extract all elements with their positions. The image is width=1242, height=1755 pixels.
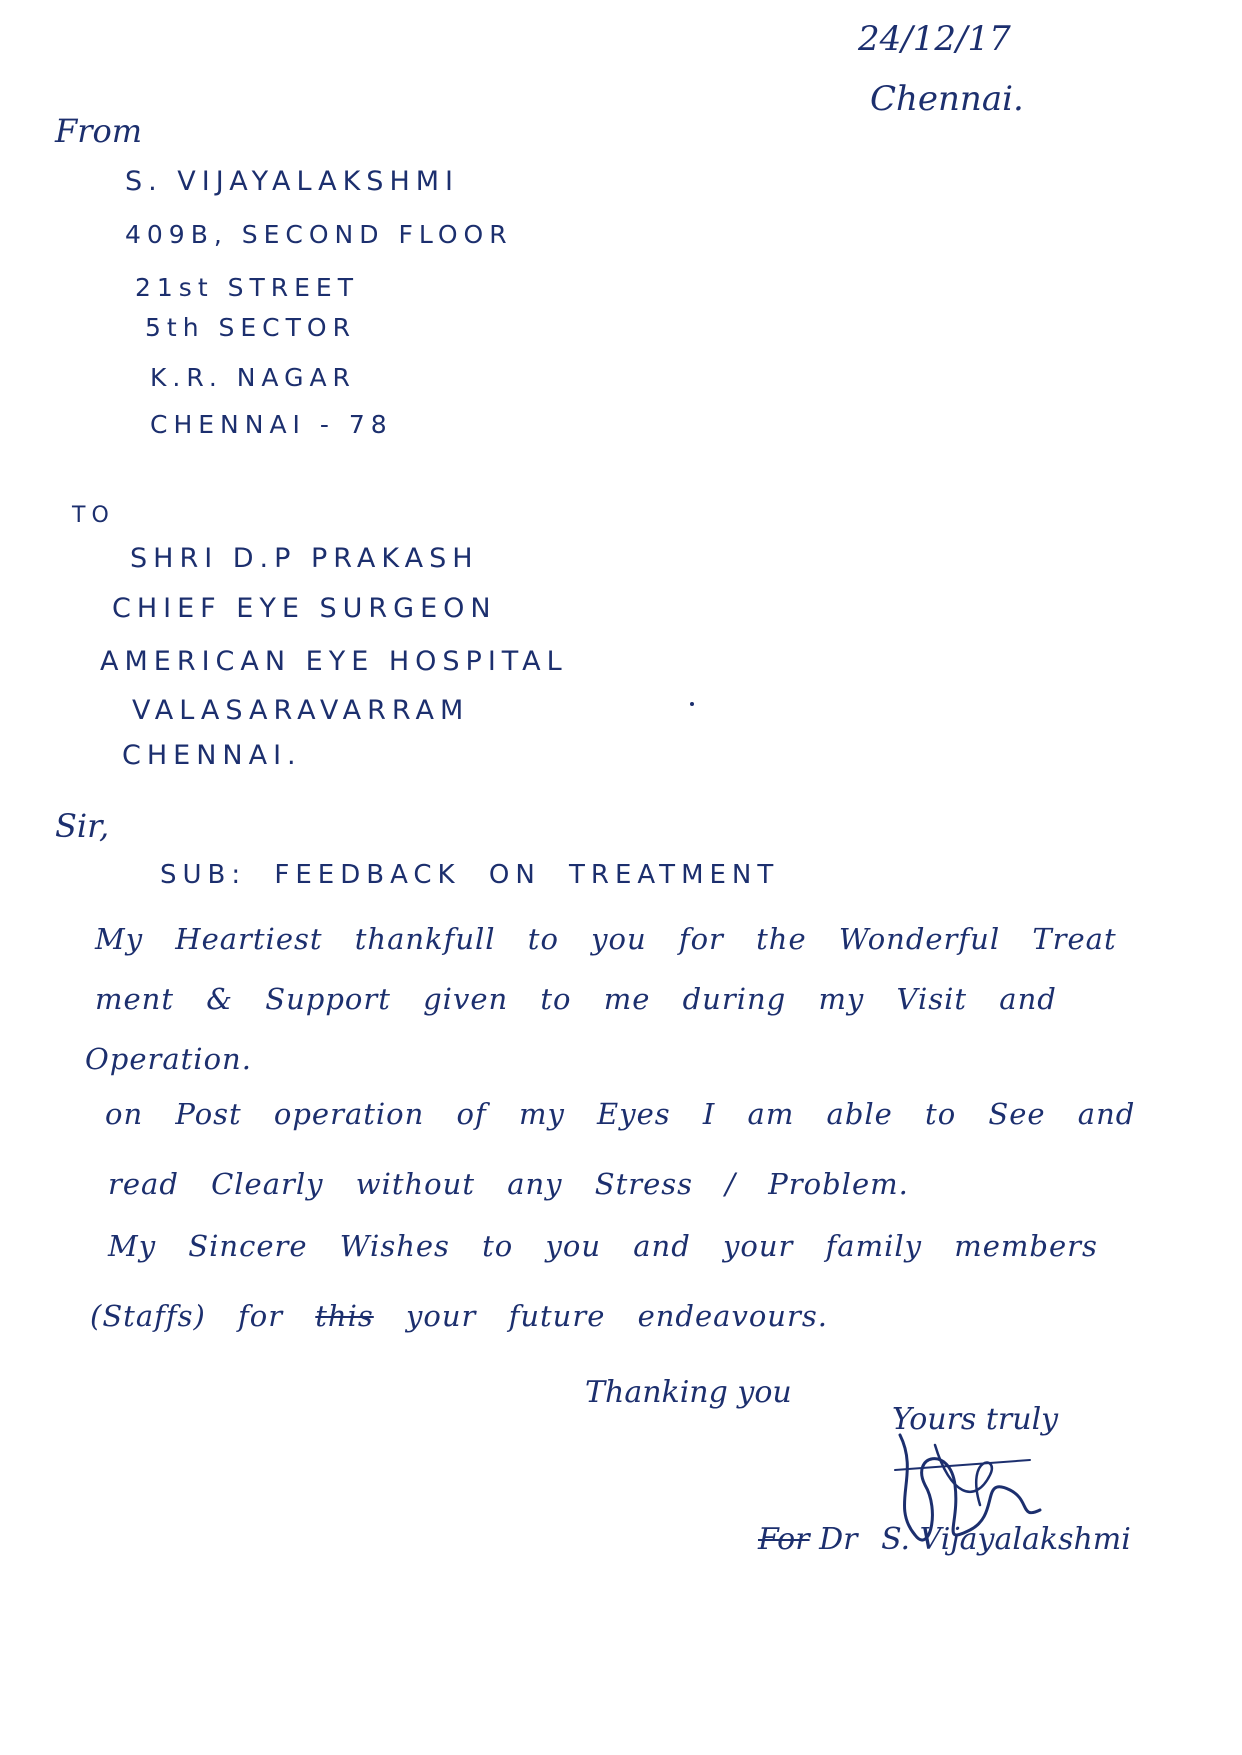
thanking-you: Thanking you [585,1375,792,1410]
signed-name: S. Vijayalakshmi [881,1522,1131,1557]
recipient-city: CHENNAI. [122,740,302,771]
body-line-1: My Heartiest thankfull to you for the Wonderful Treat [95,922,1117,956]
body-line-4: on Post operation of my Eyes I am able to See and [105,1097,1136,1131]
sign-prefix: Dr [819,1522,858,1557]
letter-place: Chennai. [870,79,1024,119]
struck-prefix: For [758,1522,810,1557]
signed-name-line [758,1522,1131,1557]
body-line-6: My Sincere Wishes to you and your family members [108,1229,1098,1263]
recipient-title: CHIEF EYE SURGEON [112,593,497,624]
body-line-2: ment & Support given to me during my Visit and [95,982,1057,1016]
body-line-7-start: (Staffs) for [90,1299,284,1333]
body-line-5: read Clearly without any Stress / Problem. [108,1167,909,1201]
sender-address-line-4: K.R. NAGAR [150,363,356,392]
body-line-3: Operation. [85,1042,252,1076]
struck-word: this [315,1299,374,1333]
sender-address-line-1: 409B, SECOND FLOOR [125,220,513,249]
to-label: TO [72,503,115,528]
stray-dot [690,702,694,706]
sender-address-line-3: 5th SECTOR [145,313,356,342]
salutation: Sir, [55,807,110,845]
from-label: From [55,112,143,150]
sender-address-line-5: CHENNAI - 78 [150,410,393,439]
sender-address-line-2: 21st STREET [135,273,359,302]
recipient-name: SHRI D.P PRAKASH [130,543,479,574]
recipient-hospital: AMERICAN EYE HOSPITAL [100,646,568,677]
yours-truly: Yours truly [892,1402,1059,1437]
letter-date: 24/12/17 [858,19,1011,59]
body-line-7 [90,1299,828,1333]
subject-line: SUB: FEEDBACK ON TREATMENT [160,860,780,890]
recipient-area: VALASARAVARRAM [132,695,470,726]
body-line-7-end: your future endeavours. [406,1299,828,1333]
sender-name: S. VIJAYALAKSHMI [125,166,460,197]
